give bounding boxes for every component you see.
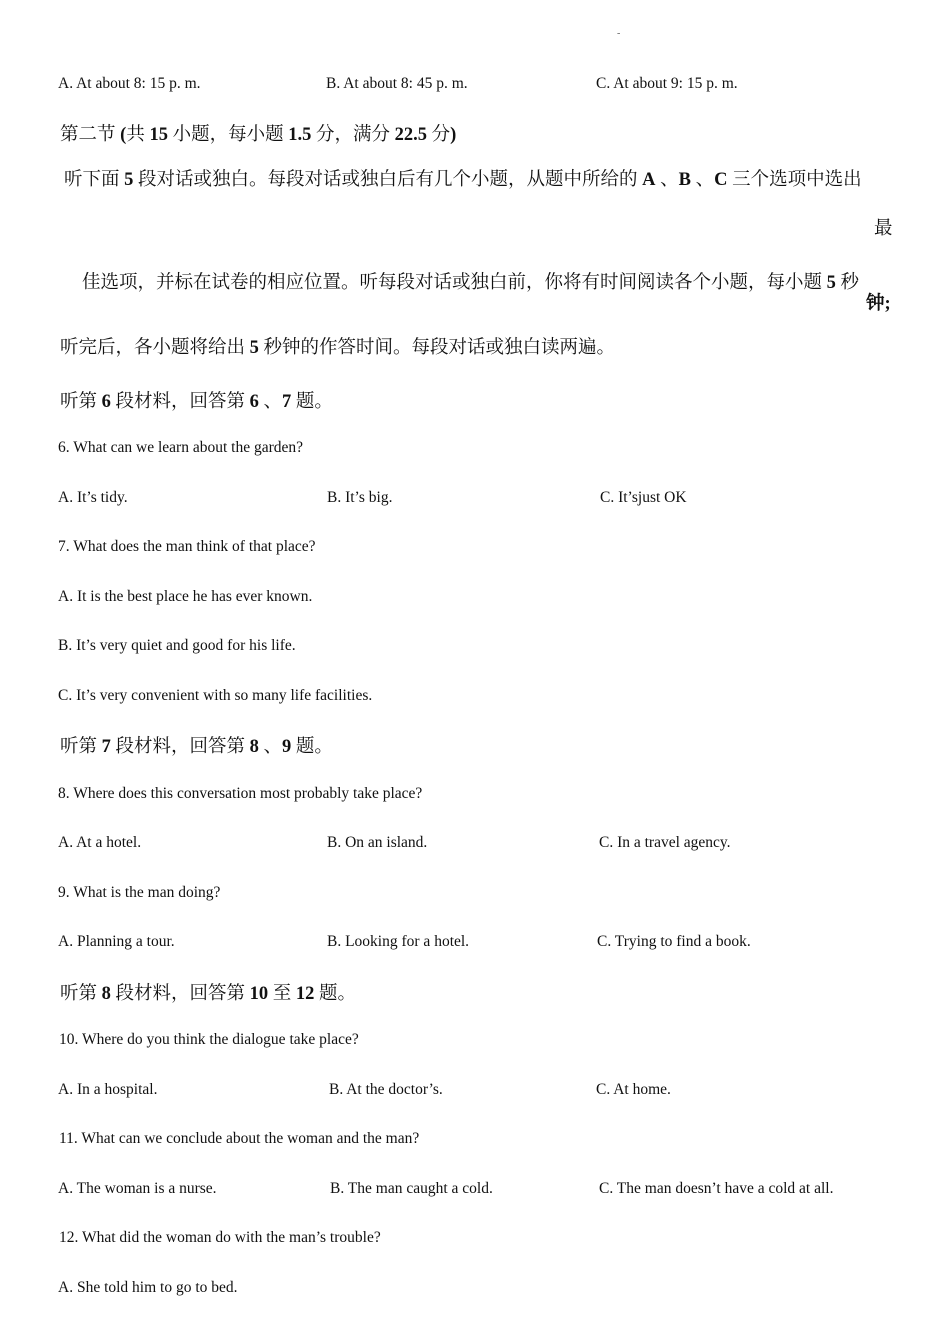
q10-option-a: A. In a hospital. — [58, 1081, 158, 1098]
instructions-line-3: 听完后，各小题将给出 5 秒钟的作答时间。每段对话或独白读两遍。 — [60, 338, 616, 358]
q12-option-a: A. She told him to go to bed. — [58, 1279, 238, 1296]
section-heading: 第二节 (共 15 小题，每小题 1.5 分，满分 22.5 分) — [60, 125, 457, 145]
q5-option-b: B. At about 8: 45 p. m. — [326, 75, 468, 92]
q6-option-b: B. It’s big. — [327, 489, 393, 506]
q8-option-c: C. In a travel agency. — [599, 834, 731, 851]
q7-option-b: B. It’s very quiet and good for his life. — [58, 637, 296, 654]
instructions-line-1: 听下面 5 段对话或独白。每段对话或独白后有几个小题，从题中所给的 A 、B 、C 三个选项中选出 — [64, 170, 862, 190]
q11-option-b: B. The man caught a cold. — [330, 1180, 493, 1197]
q10-option-c: C. At home. — [596, 1081, 671, 1098]
q7-option-c: C. It’s very convenient with so many life facilities. — [58, 687, 373, 704]
q7-stem: 7. What does the man think of that place? — [58, 538, 316, 555]
q9-option-c: C. Trying to find a book. — [597, 933, 751, 950]
q8-stem: 8. Where does this conversation most probably take place? — [58, 785, 423, 802]
q8-option-b: B. On an island. — [327, 834, 428, 851]
q5-option-a: A. At about 8: 15 p. m. — [58, 75, 201, 92]
q10-option-b: B. At the doctor’s. — [329, 1081, 443, 1098]
q6-option-c: C. It’sjust OK — [600, 489, 687, 506]
instructions-line-1-wrap: 最 — [874, 219, 893, 239]
q5-option-c: C. At about 9: 15 p. m. — [596, 75, 738, 92]
q6-stem: 6. What can we learn about the garden? — [58, 439, 304, 456]
q6-option-a: A. It’s tidy. — [58, 489, 128, 506]
q7-option-a: A. It is the best place he has ever known. — [58, 588, 313, 605]
passage-8-heading: 听第 8 段材料，回答第 10 至 12 题。 — [60, 984, 357, 1004]
q9-option-a: A. Planning a tour. — [58, 933, 175, 950]
q11-option-a: A. The woman is a nurse. — [58, 1180, 217, 1197]
q11-stem: 11. What can we conclude about the woman and the man? — [59, 1130, 420, 1147]
instructions-line-2-wrap: 钟; — [866, 294, 891, 314]
q11-option-c: C. The man doesn’t have a cold at all. — [599, 1180, 834, 1197]
q8-option-a: A. At a hotel. — [58, 834, 142, 851]
instructions-line-2: 佳选项，并标在试卷的相应位置。听每段对话或独白前，你将有时间阅读各个小题，每小题 5 秒 — [82, 273, 860, 293]
q9-option-b: B. Looking for a hotel. — [327, 933, 470, 950]
passage-7-heading: 听第 7 段材料，回答第 8 、9 题。 — [60, 737, 333, 757]
top-mark: - — [617, 28, 621, 39]
passage-6-heading: 听第 6 段材料，回答第 6 、7 题。 — [60, 392, 333, 412]
q10-stem: 10. Where do you think the dialogue take place? — [59, 1031, 359, 1048]
q9-stem: 9. What is the man doing? — [58, 884, 221, 901]
q12-stem: 12. What did the woman do with the man’s trouble? — [59, 1229, 381, 1246]
